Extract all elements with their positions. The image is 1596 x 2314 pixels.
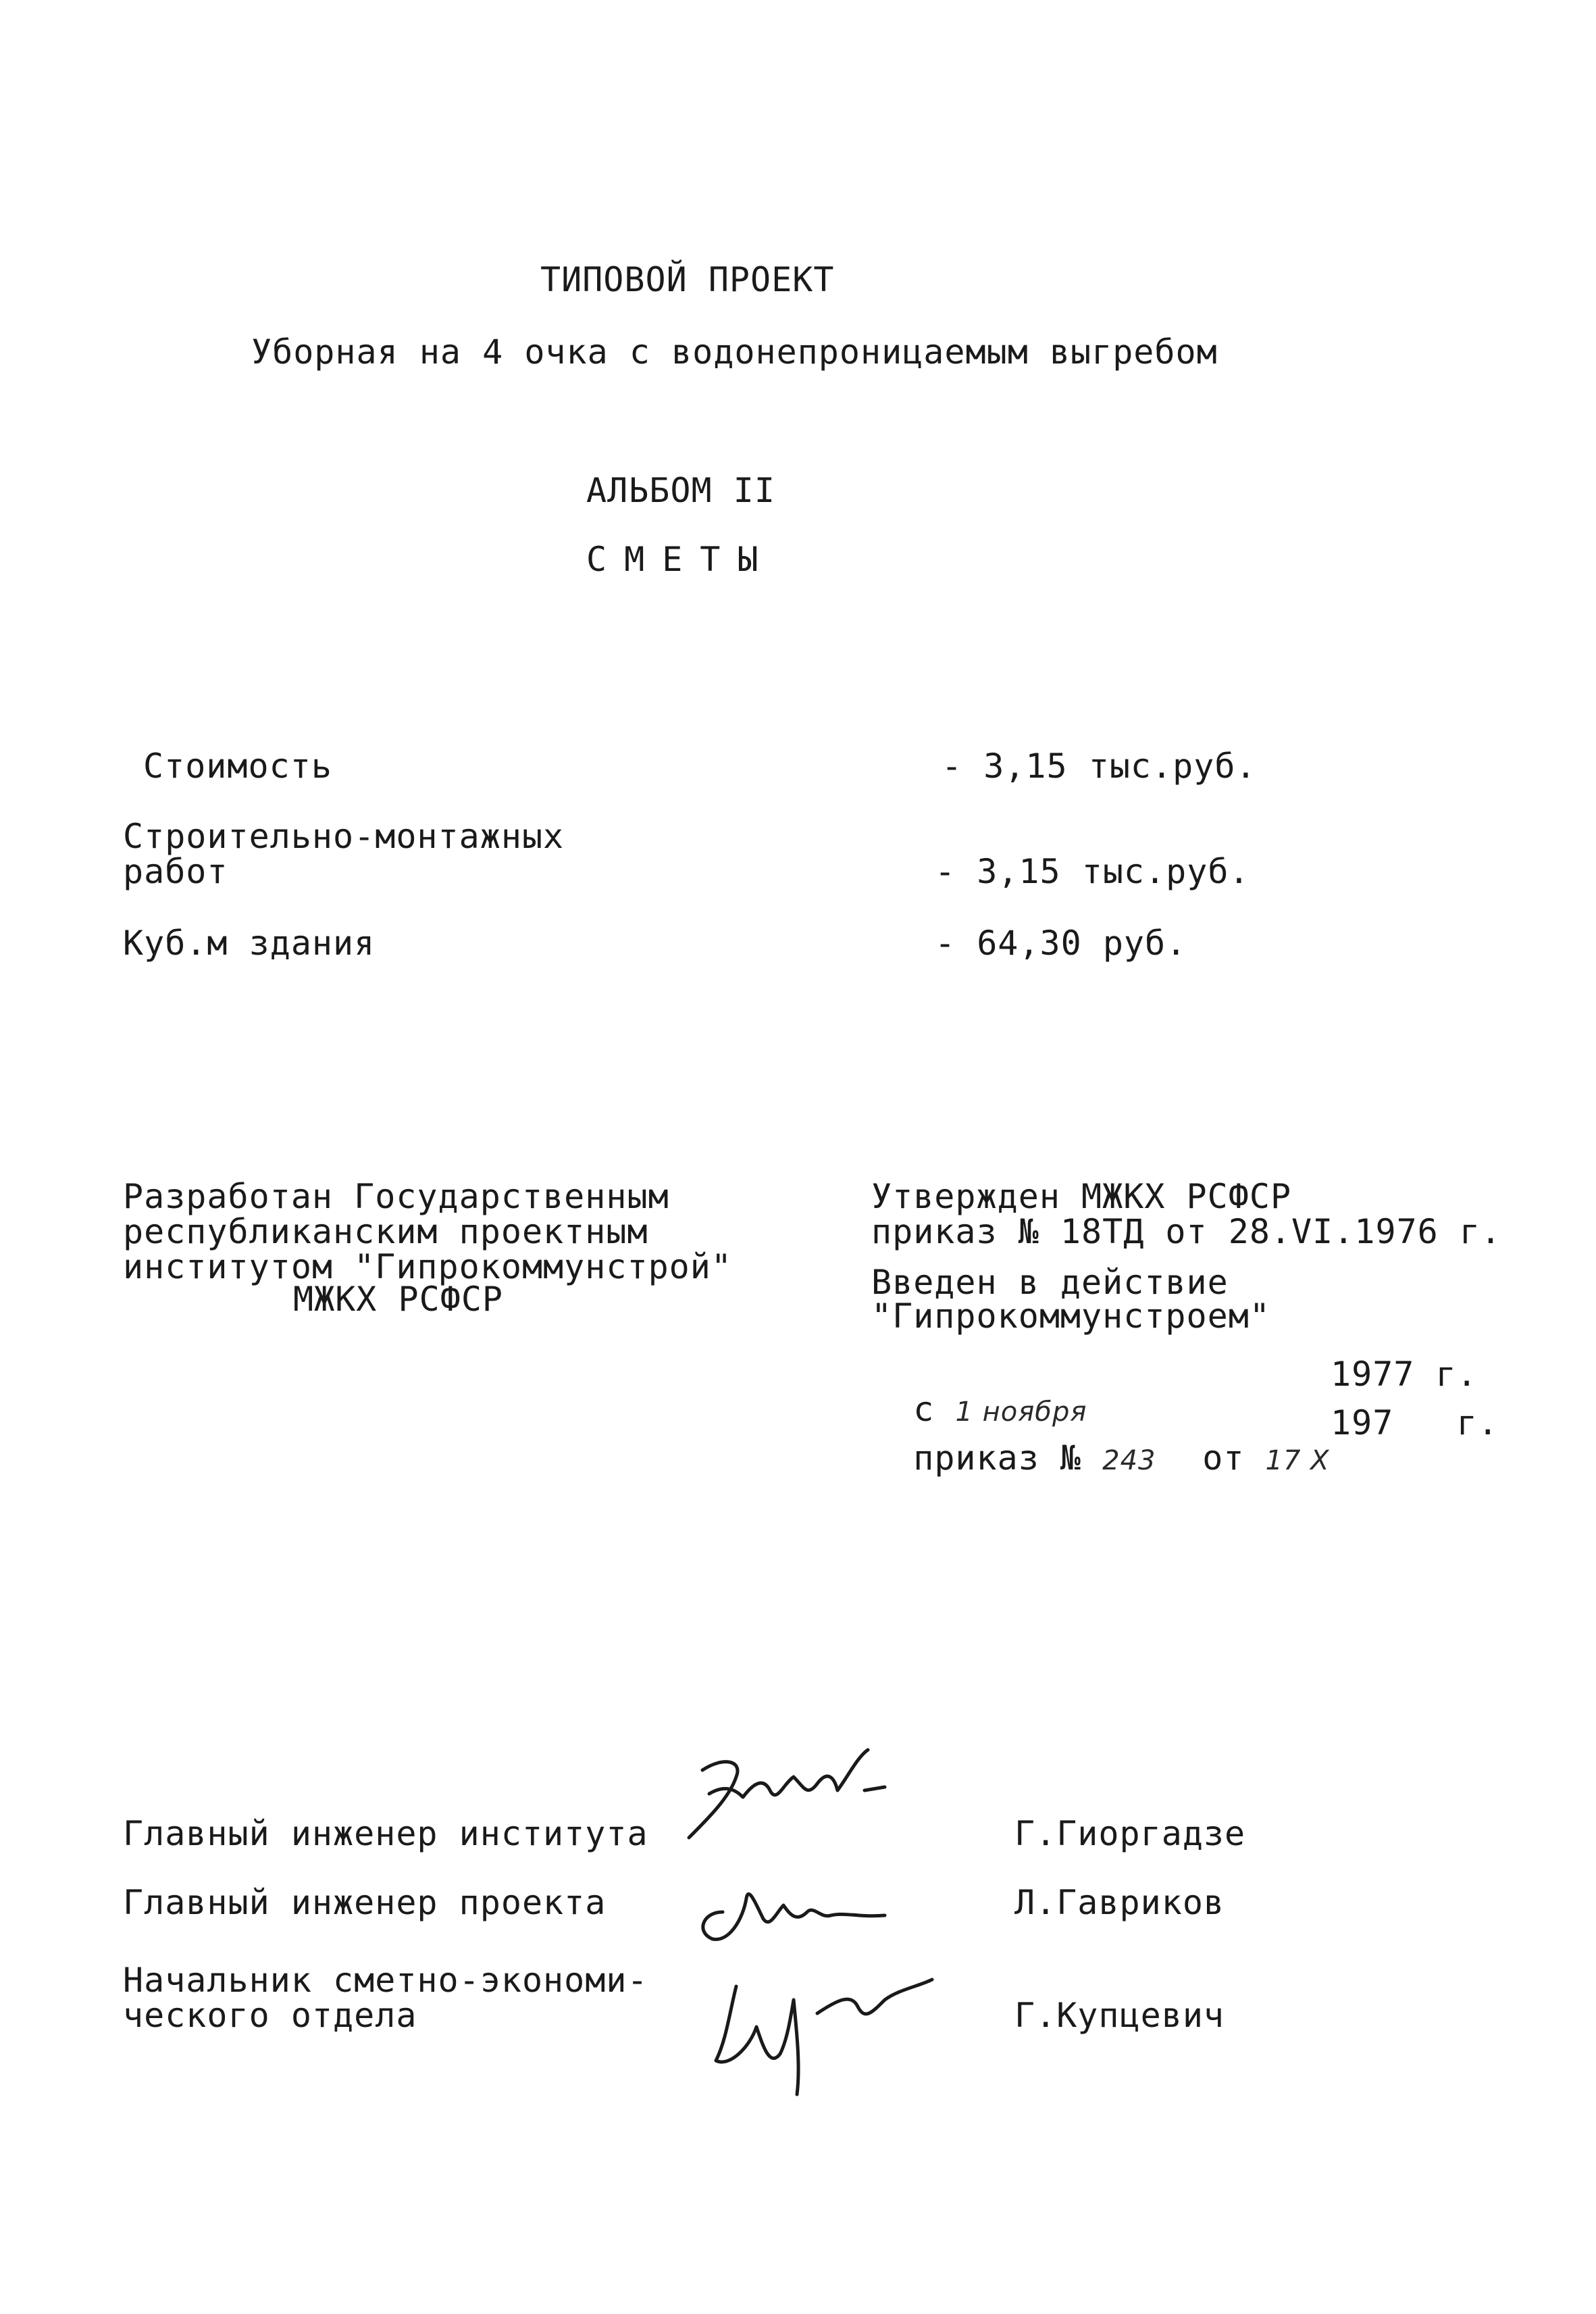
- developer-line2: республиканским проектным: [123, 1212, 648, 1251]
- signature-1: [689, 1750, 885, 1838]
- signature-3: [716, 1980, 932, 2094]
- effective-date-prefix: с: [913, 1390, 956, 1429]
- section-title: СМЕТЫ: [586, 540, 776, 579]
- smr-label-line1: Строительно-монтажных: [123, 817, 565, 856]
- handwritten-signatures: [662, 1730, 1013, 2108]
- signatory-position-1: Главный инженер института: [123, 1814, 648, 1853]
- page-title: ТИПОВОЙ ПРОЕКТ: [540, 260, 835, 299]
- signatory-name-2: Л.Гавриков: [1014, 1883, 1225, 1922]
- order-number: [871, 1405, 1156, 1478]
- smr-value: - 3,15 тыс.руб.: [935, 852, 1250, 891]
- approval-line3: Введен в действие: [871, 1263, 1229, 1302]
- effective-year: 1977 г.: [1331, 1355, 1478, 1394]
- approval-line1: Утвержден МЖКХ РСФСР: [871, 1177, 1292, 1216]
- effective-date-handwritten: 1 ноября: [955, 1397, 1087, 1428]
- signatory-position-2: Главный инженер проекта: [123, 1883, 607, 1922]
- order-date-prefix: от: [1202, 1438, 1266, 1478]
- signatory-position-3-line1: Начальник сметно-экономи-: [123, 1961, 648, 2000]
- developer-line4: МЖКХ РСФСР: [293, 1280, 504, 1319]
- developer-line1: Разработан Государственным: [123, 1177, 669, 1216]
- order-prefix: приказ №: [913, 1438, 1103, 1478]
- signature-2: [703, 1894, 885, 1939]
- signatory-name-3: Г.Купцевич: [1014, 1996, 1225, 2035]
- cubic-label: Куб.м здания: [123, 924, 376, 963]
- approval-line2: приказ № 18ТД от 28.VI.1976 г.: [871, 1212, 1502, 1251]
- cost-value: - 3,15 тыс.руб.: [942, 747, 1257, 786]
- page-subtitle: Уборная на 4 очка с водонепроницаемым выгребом: [251, 332, 1218, 372]
- developer-line3: институтом "Гипрокоммунстрой": [123, 1247, 732, 1286]
- album-label: АЛЬБОМ II: [586, 471, 775, 510]
- order-date: [1160, 1405, 1330, 1478]
- order-year: 197 г.: [1331, 1403, 1499, 1442]
- smr-label-line2: работ: [123, 852, 228, 891]
- order-number-handwritten: 243: [1102, 1445, 1156, 1476]
- signatory-name-1: Г.Гиоргадзе: [1014, 1814, 1246, 1853]
- approval-line4: "Гипрокоммунстроем": [871, 1297, 1270, 1336]
- cubic-value: - 64,30 руб.: [935, 924, 1187, 963]
- signatory-position-3-line2: ческого отдела: [123, 1996, 417, 2035]
- order-date-handwritten: 17 X: [1265, 1445, 1330, 1476]
- cost-label: Стоимость: [143, 747, 332, 786]
